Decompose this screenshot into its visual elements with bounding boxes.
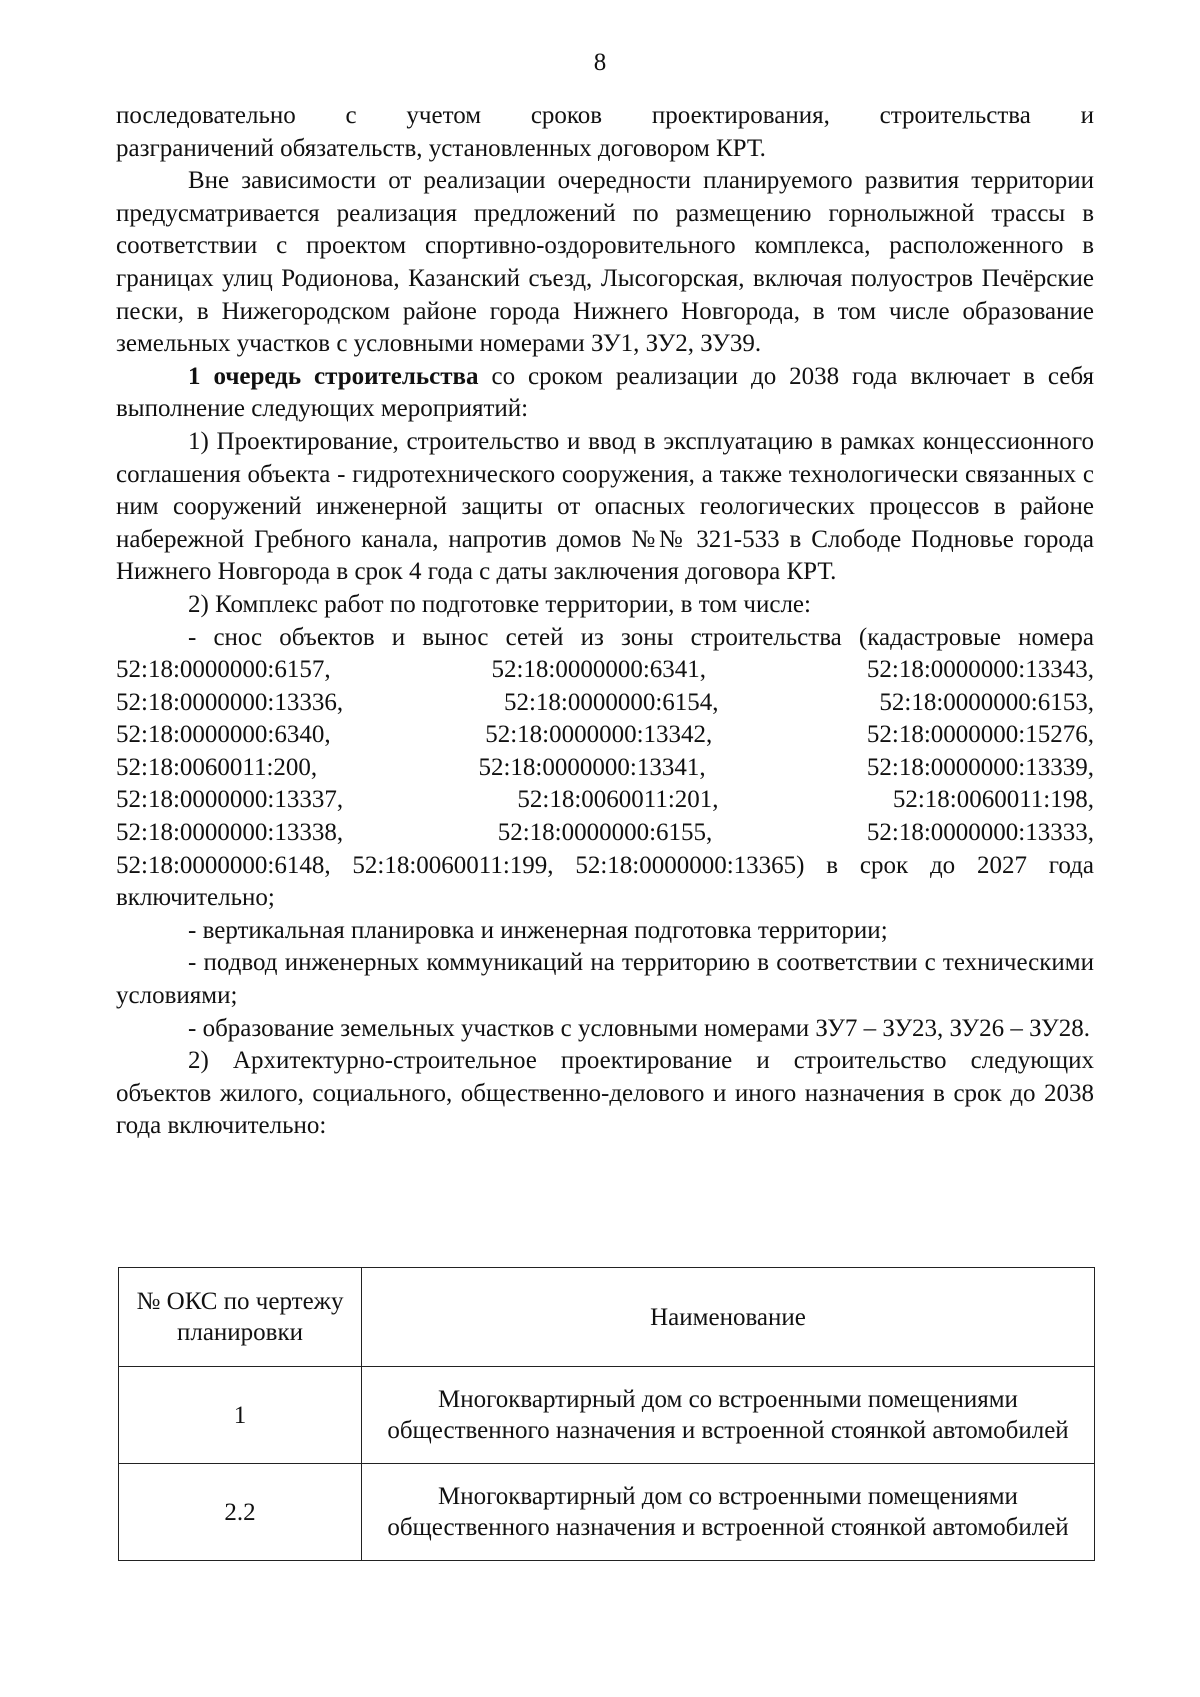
cadastral-number: 52:18:0000000:6157, — [116, 656, 331, 684]
paragraph-10: - образование земельных участков с условными номерами ЗУ7 – ЗУ23, ЗУ26 – ЗУ28. — [188, 1014, 1090, 1042]
paragraph-3 — [116, 361, 1094, 426]
object-name-cell: Многоквартирный дом со встроенными помещениями общественного назначения и встроенной стоянкой автомобилей — [362, 1367, 1095, 1464]
paragraph-11: 2) Архитектурно-строительное проектирование и строительство следующих объектов жилого, социального, общественно-делового и иного назначения в срок до 2038 года включительно: — [116, 1047, 1094, 1140]
paragraph-8: - вертикальная планировка и инженерная подготовка территории; — [188, 916, 888, 944]
cadastral-row — [116, 817, 1094, 850]
cadastral-number: 52:18:0000000:13337, — [116, 786, 344, 814]
cadastral-number: 52:18:0000000:6154, — [503, 688, 719, 716]
paragraph-1-line-1: последовательно с учетом сроков проектирования, строительства и — [116, 102, 1094, 129]
cadastral-row — [116, 687, 1094, 720]
object-name-cell: Многоквартирный дом со встроенными помещениями общественного назначения и встроенной стоянкой автомобилей — [362, 1464, 1095, 1561]
paragraph-4: 1) Проектирование, строительство и ввод в эксплуатацию в рамках концессионного соглашения объекта - гидротехнического сооружения, а также технологически связанных с ним сооружений инженерной защиты от опасных геологических процессов в районе набережной Гребного канала, напротив домов №№ 321-533 в Слободе Подновье города Нижнего Новгорода в срок 4 года с даты заключения договора КРТ. — [116, 427, 1094, 586]
document-body — [116, 100, 1094, 1143]
table-header-row — [119, 1268, 1095, 1367]
cadastral-number: 52:18:0000000:15276, — [866, 721, 1094, 749]
paragraph-2: Вне зависимости от реализации очередности планируемого развития территории предусматривается реализация предложений по размещению горнолыжной трассы в соответствии с проектом спортивно-оздоровительного комплекса, расположенного в границах улиц Родионова, Казанский съезд, Лысогорская, включая полуостров Печёрские пески, в Нижегородском районе города Нижнего Новгорода, в том числе образование земельных участков с условными номерами ЗУ1, ЗУ2, ЗУ39. — [116, 167, 1094, 358]
stage-1-heading: 1 очередь строительства — [188, 362, 479, 390]
paragraph-9: - подвод инженерных коммуникаций на территорию в соответствии с техническими условиями; — [116, 949, 1094, 1010]
paragraph-3-text: со сроком реализации до 2038 года включает в себя выполнение следующих мероприятий: — [116, 362, 1095, 423]
cadastral-number: 52:18:0000000:6340, — [116, 721, 331, 749]
cadastral-number: 52:18:0000000:6155, — [497, 819, 713, 847]
cadastral-number: 52:18:0000000:13333, — [866, 819, 1094, 847]
cadastral-number: 52:18:0000000:6153, — [879, 688, 1094, 716]
oks-number-cell: 2.2 — [119, 1464, 362, 1561]
paragraph-6: - снос объектов и вынос сетей из зоны строительства (кадастровые номера — [188, 623, 1094, 651]
cadastral-number: 52:18:0000000:13336, — [116, 688, 344, 716]
cadastral-number: 52:18:0060011:198, — [892, 786, 1094, 814]
objects-table — [118, 1267, 1095, 1561]
header-oks-number: № ОКС по чертежу планировки — [119, 1268, 362, 1367]
paragraph-1-line-2: разграничений обязательств, установленных договором КРТ. — [116, 134, 766, 162]
cadastral-number: 52:18:0060011:200, — [116, 753, 318, 781]
cadastral-row — [116, 784, 1094, 817]
page-number: 8 — [593, 49, 607, 76]
cadastral-number: 52:18:0000000:13338, — [116, 819, 344, 847]
cadastral-number: 52:18:0000000:13343, — [866, 656, 1094, 684]
header-name: Наименование — [362, 1268, 1095, 1367]
oks-number-cell: 1 — [119, 1367, 362, 1464]
paragraph-7: 52:18:0000000:6148, 52:18:0060011:199, 52:18:0000000:13365) в срок до 2027 года включительно; — [116, 851, 1094, 912]
cadastral-number: 52:18:0060011:201, — [517, 786, 719, 814]
cadastral-number: 52:18:0000000:13339, — [866, 753, 1094, 781]
cadastral-number: 52:18:0000000:13342, — [485, 721, 713, 749]
cadastral-number: 52:18:0000000:13341, — [478, 753, 706, 781]
cadastral-row — [116, 719, 1094, 752]
table-row — [119, 1367, 1095, 1464]
cadastral-row — [116, 654, 1094, 687]
table-row — [119, 1464, 1095, 1561]
cadastral-number: 52:18:0000000:6341, — [491, 656, 707, 684]
paragraph-5: 2) Комплекс работ по подготовке территории, в том числе: — [188, 590, 811, 618]
cadastral-row — [116, 752, 1094, 785]
